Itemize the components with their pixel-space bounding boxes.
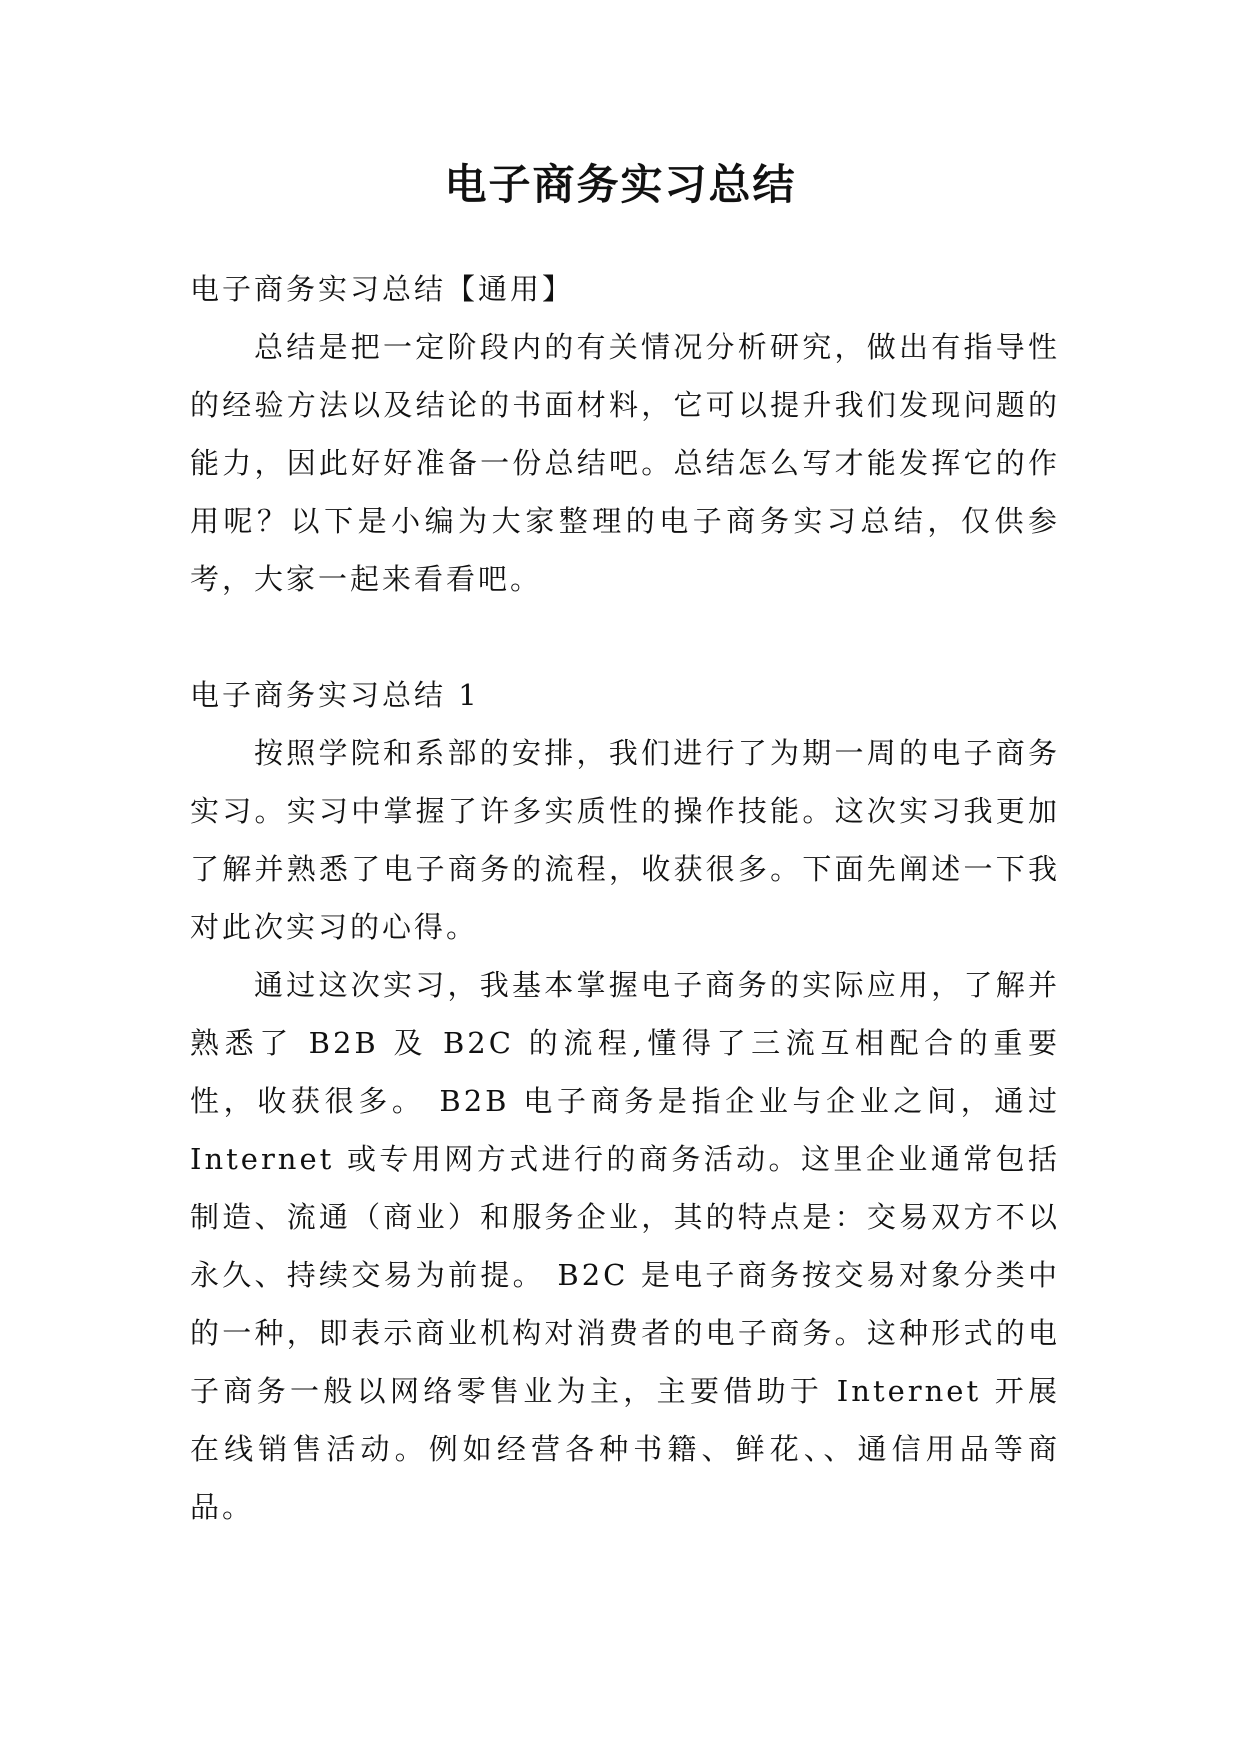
- document-title: 电子商务实习总结: [444, 160, 797, 209]
- section-spacer: [190, 608, 1060, 666]
- section-1-paragraph: 按照学院和系部的安排，我们进行了为期一周的电子商务实习。实习中掌握了许多实质性的操作技能。这次实习我更加了解并熟悉了电子商务的流程，收获很多。下面先阐述一下我对此次实习的心得。: [190, 736, 1060, 944]
- intro-paragraph: 总结是把一定阶段内的有关情况分析研究，做出有指导性的经验方法以及结论的书面材料，它可以提升我们发现问题的能力，因此好好准备一份总结吧。总结怎么写才能发挥它的作用呢？以下是小编为大家整理的电子商务实习总结，仅供参考，大家一起来看看吧。: [190, 330, 1060, 596]
- document-body: [190, 260, 1060, 1536]
- section-heading-general: 电子商务实习总结【通用】: [190, 272, 575, 306]
- section-heading-1: 电子商务实习总结 1: [190, 678, 480, 712]
- section-1-paragraph: 通过这次实习，我基本掌握电子商务的实际应用，了解并熟悉了 B2B 及 B2C 的流程,懂得了三流互相配合的重要性，收获很多。 B2B 电子商务是指企业与企业之间，通过 Internet 或专用网方式进行的商务活动。这里企业通常包括制造、流通（商业）和服务企业，其的特点是：交易双方不以永久、持续交易为前提。 B2C 是电子商务按交易对象分类中的一种，即表示商业机构对消费者的电子商务。这种形式的电子商务一般以网络零售业为主，主要借助于 Internet 开展在线销售活动。例如经营各种书籍、鲜花、、通信用品等商品。: [190, 968, 1060, 1524]
